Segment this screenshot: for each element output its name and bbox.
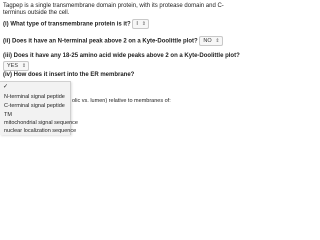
question-4 xyxy=(3,72,134,79)
chevron-updown-icon: ⇕ xyxy=(21,63,27,69)
chevron-updown-icon: ⇕ xyxy=(215,38,220,44)
dropdown-option-nuclear-localization-sequence[interactable]: nuclear localization sequence xyxy=(4,128,77,134)
checkmark-icon: ✓ xyxy=(3,84,9,90)
intro-line-1: Tagpep is a single transmembrane domain protein, with its protease domain and C- xyxy=(3,3,224,9)
chevron-updown-icon: ⇕ xyxy=(141,21,146,27)
question-5-partial-text: olic vs. lumen) relative to membranes of: xyxy=(72,98,171,104)
question-4-dropdown-menu[interactable] xyxy=(0,81,78,135)
question-2-selected-value: NO xyxy=(203,38,212,44)
question-3-text: (iii) Does it have any 18-25 amino acid wide peaks above 2 on a Kyte-Doolittle plot? xyxy=(3,53,240,59)
quiz-page xyxy=(0,0,240,134)
dropdown-option-mitochondrial-signal-sequence[interactable]: mitochondrial signal sequence xyxy=(4,120,78,126)
dropdown-option-tm[interactable]: TM xyxy=(4,112,12,118)
question-1-text: (i) What type of transmembrane protein is it? xyxy=(3,21,131,28)
question-3 xyxy=(3,53,240,60)
intro-line-2: terminus outside the cell. xyxy=(3,10,70,16)
question-3-answer xyxy=(3,61,29,71)
question-3-selected-value: YES xyxy=(7,63,19,69)
dropdown-option-c-terminal-signal-peptide[interactable]: C-terminal signal peptide xyxy=(4,103,65,109)
question-2-text: (ii) Does it have an N-terminal peak above 2 on a Kyte-Doolittle plot? xyxy=(3,38,198,45)
question-1-select[interactable] xyxy=(132,19,149,29)
question-2 xyxy=(3,36,223,46)
dropdown-option-n-terminal-signal-peptide[interactable]: N-terminal signal peptide xyxy=(4,94,65,100)
question-1 xyxy=(3,19,149,29)
question-4-text: (iv) How does it insert into the ER membrane? xyxy=(3,72,135,78)
question-3-select[interactable] xyxy=(3,61,29,71)
question-1-selected-value: I xyxy=(136,21,138,27)
question-2-select[interactable] xyxy=(199,36,222,46)
